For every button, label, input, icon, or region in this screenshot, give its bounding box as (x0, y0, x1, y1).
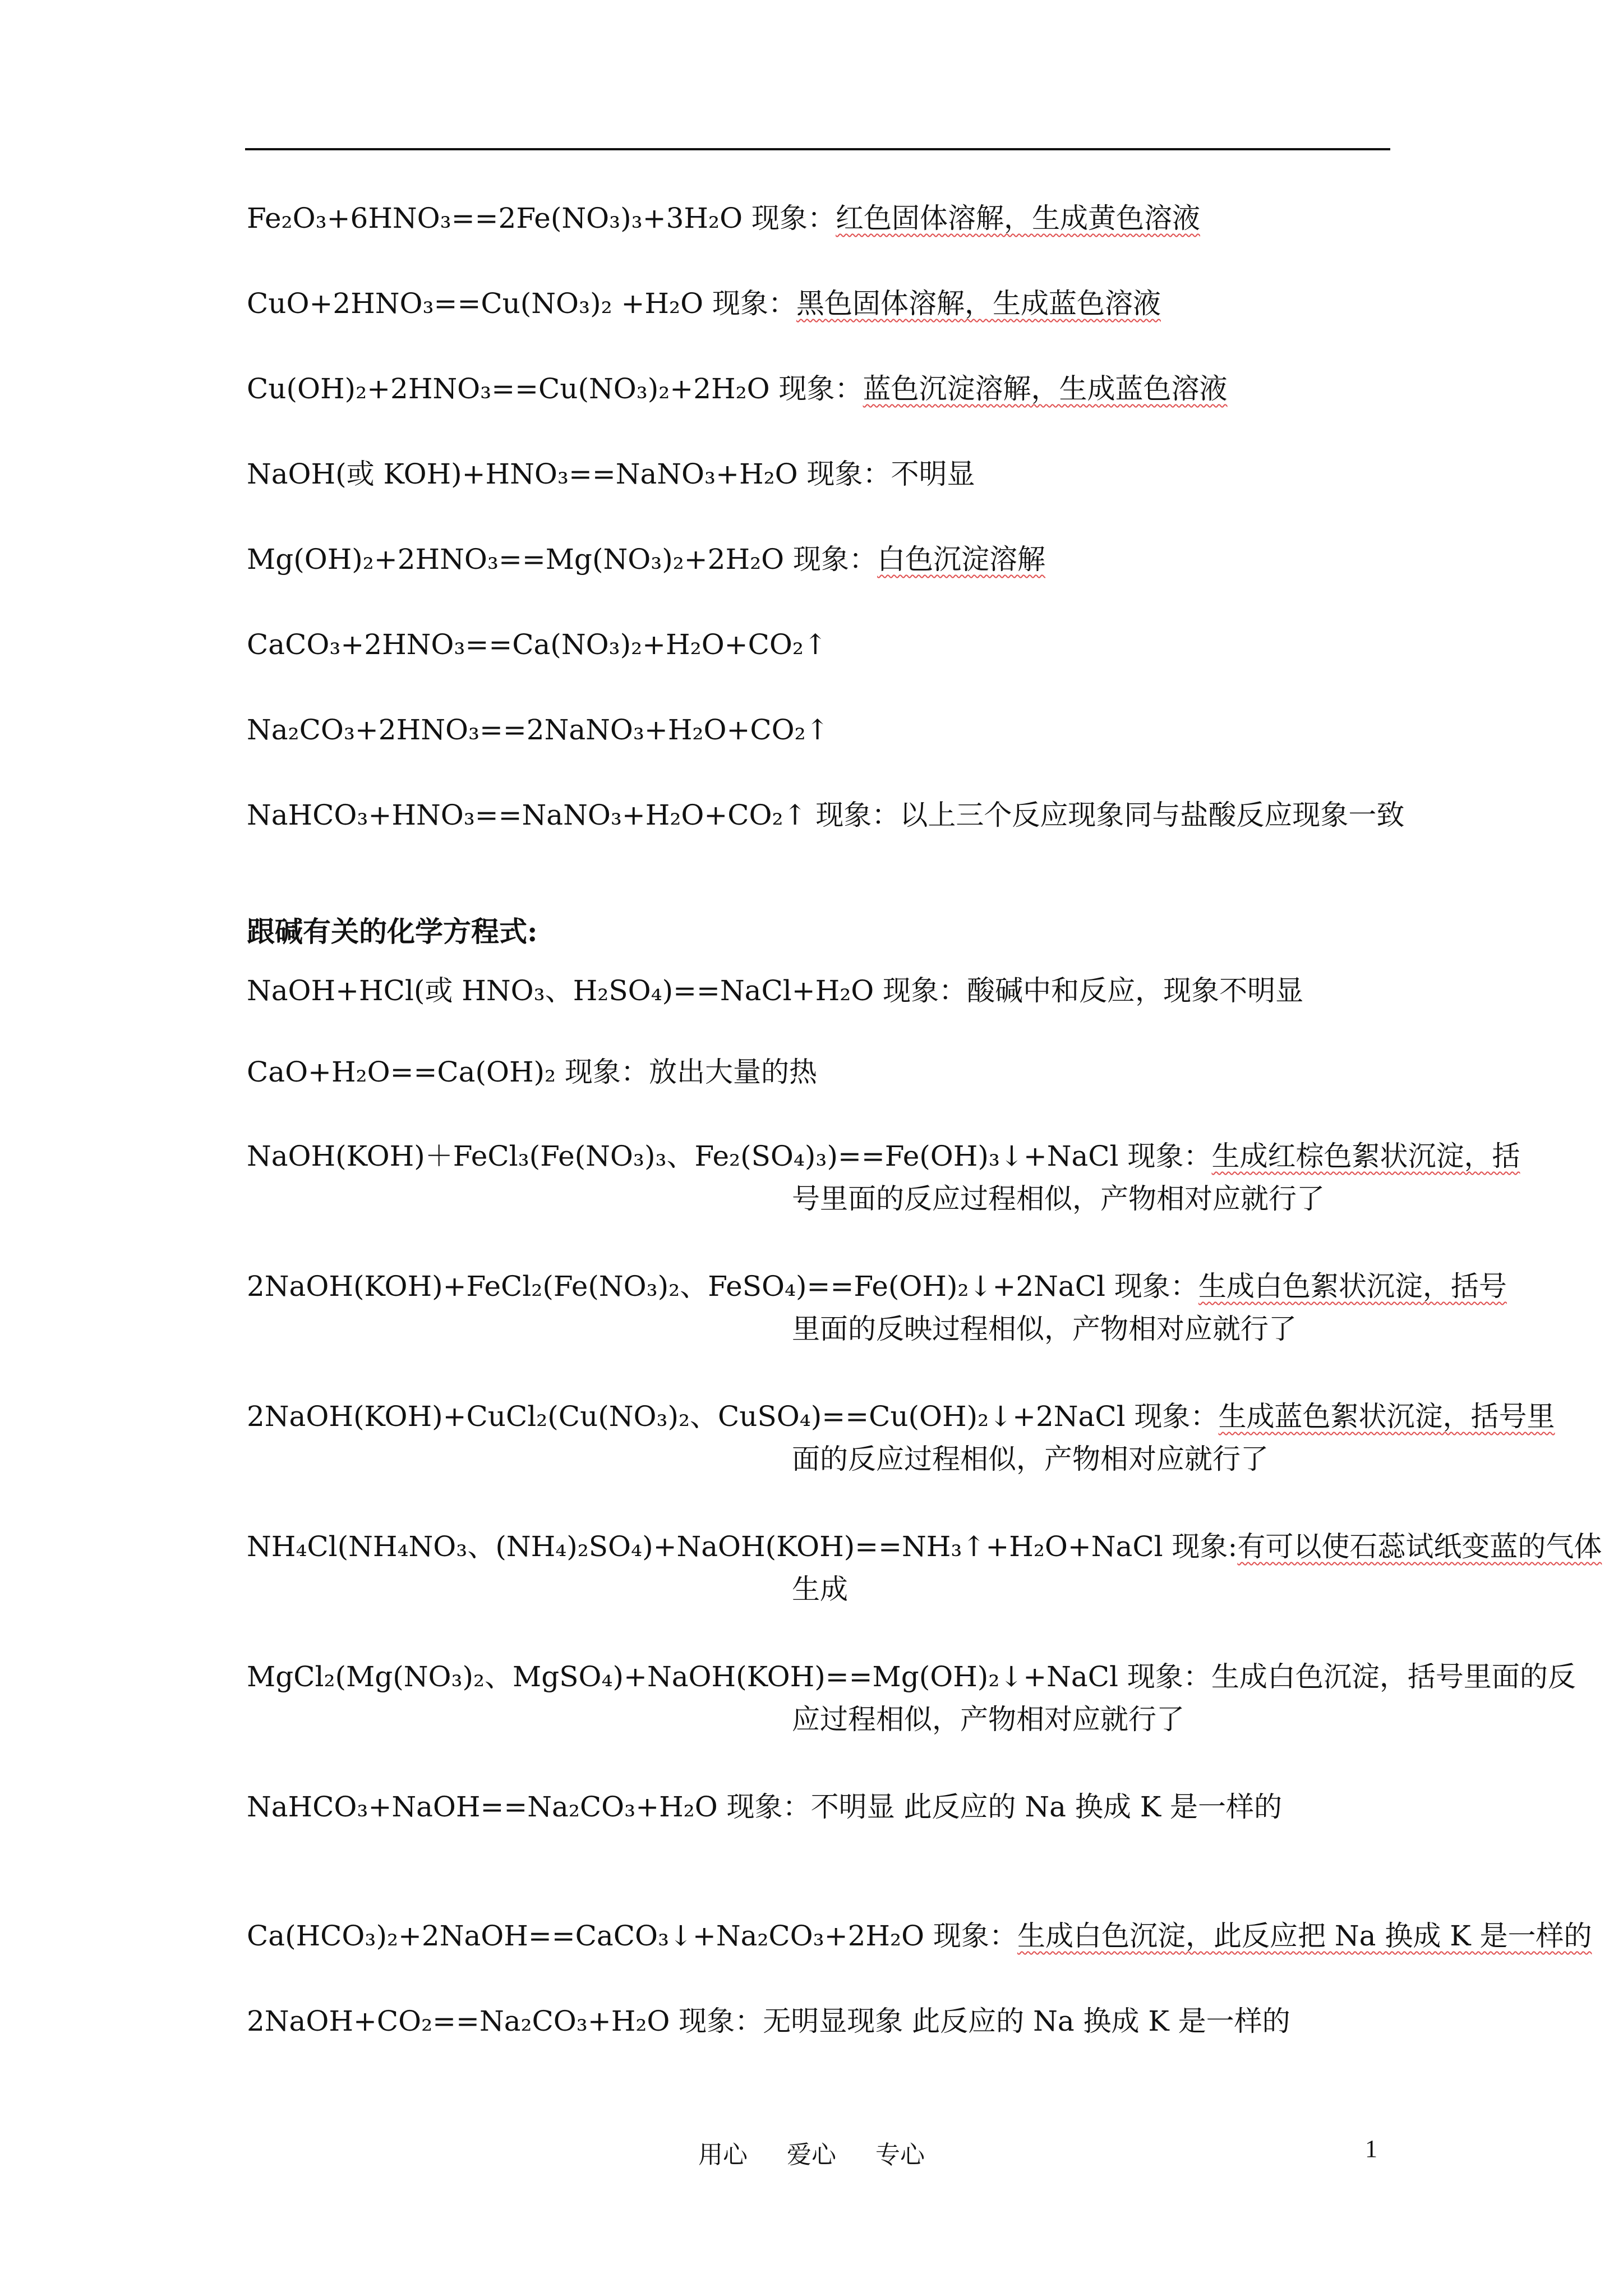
phenomenon-text: 黑色固体溶解，生成蓝色溶液 (796, 287, 1161, 320)
equation-line (247, 2004, 1290, 2039)
equation: NaOH(KOH)＋FeCl₃(Fe(NO₃)₃、Fe₂(SO₄)₃)==Fe(OH)₃↓+NaCl (247, 1140, 1119, 1172)
phenomenon-label: 现象： (806, 799, 900, 831)
equation-line (247, 1918, 1592, 1953)
equation-line (247, 1055, 817, 1089)
equation: NaHCO₃+HNO₃==NaNO₃+H₂O+CO₂↑ (247, 799, 807, 831)
phenomenon-label: 现象： (556, 1056, 649, 1088)
equation: CaO+H₂O==Ca(OH)₂ (247, 1056, 556, 1088)
equation: Cu(OH)₂+2HNO₃==Cu(NO₃)₂+2H₂O (247, 372, 770, 405)
equation-line (247, 457, 975, 491)
phenomenon-text: 以上三个反应现象同与盐酸反应现象一致 (900, 799, 1405, 831)
footer-word: 专心 (875, 2141, 925, 2169)
phenomenon-continuation: 面的反应过程相似，产物相对应就行了 (792, 1443, 1269, 1475)
phenomenon-continuation: 号里面的反应过程相似，产物相对应就行了 (792, 1182, 1325, 1215)
phenomenon-label: 现象： (924, 1920, 1017, 1952)
equation-line (247, 1139, 1520, 1174)
equation-line (247, 1269, 1507, 1304)
equation-line (247, 712, 829, 747)
equation: Ca(HCO₃)₂+2NaOH==CaCO₃↓+Na₂CO₃+2H₂O (247, 1920, 925, 1952)
phenomenon-text: 有可以使石蕊试纸变蓝的气体 (1237, 1530, 1602, 1563)
equation-line (247, 627, 827, 662)
phenomenon-label: 现象： (670, 2005, 763, 2037)
equation-line (247, 1399, 1555, 1434)
equation: Fe₂O₃+6HNO₃==2Fe(NO₃)₃+3H₂O (247, 202, 743, 234)
equation-line (247, 371, 1228, 406)
phenomenon-text: 生成白色沉淀，此反应把 Na 换成 K 是一样的 (1017, 1920, 1592, 1952)
footer-word: 爱心 (787, 2141, 836, 2169)
footer-word: 用心 (698, 2141, 748, 2169)
equation-line (247, 1529, 1602, 1564)
equation-line (247, 1659, 1576, 1694)
equation: Na₂CO₃+2HNO₃==2NaNO₃+H₂O+CO₂↑ (247, 714, 829, 746)
phenomenon-text: 酸碱中和反应，现象不明显 (967, 974, 1304, 1007)
equation: 2NaOH(KOH)+FeCl₂(Fe(NO₃)₂、FeSO₄)==Fe(OH)₂↓+2NaCl (247, 1270, 1105, 1303)
equation: MgCl₂(Mg(NO₃)₂、MgSO₄)+NaOH(KOH)==Mg(OH)₂↓+NaCl (247, 1660, 1118, 1693)
phenomenon-label: 现象： (784, 543, 878, 576)
phenomenon-label: 现象： (703, 287, 796, 320)
equation: 2NaOH(KOH)+CuCl₂(Cu(NO₃)₂、CuSO₄)==Cu(OH)₂↓+2NaCl (247, 1400, 1126, 1433)
phenomenon-label: 现象： (743, 202, 836, 234)
equation-line (247, 542, 1045, 577)
phenomenon-continuation: 里面的反映过程相似，产物相对应就行了 (792, 1313, 1297, 1345)
phenomenon-text: 无明显现象 此反应的 Na 换成 K 是一样的 (763, 2005, 1290, 2037)
phenomenon-label: 现象： (769, 372, 863, 405)
footer-motto (0, 2134, 1623, 2170)
phenomenon-text: 生成白色沉淀，括号里面的反 (1211, 1660, 1576, 1693)
equation-line (247, 973, 1303, 1008)
equation: NaHCO₃+NaOH==Na₂CO₃+H₂O (247, 1791, 718, 1823)
equation-line (247, 1789, 1282, 1824)
page-number: 1 (1365, 2135, 1377, 2162)
equation: CaCO₃+2HNO₃==Ca(NO₃)₂+H₂O+CO₂↑ (247, 628, 827, 661)
phenomenon-label: 现象： (1118, 1140, 1212, 1172)
equation-line (247, 201, 1200, 236)
phenomenon-text: 白色沉淀溶解 (877, 543, 1046, 576)
header-rule (245, 148, 1390, 150)
phenomenon-text: 蓝色沉淀溶解，生成蓝色溶液 (863, 372, 1228, 405)
equation: NaOH+HCl(或 HNO₃、H₂SO₄)==NaCl+H₂O (247, 974, 874, 1007)
equation: NaOH(或 KOH)+HNO₃==NaNO₃+H₂O (247, 458, 798, 490)
phenomenon-text: 红色固体溶解，生成黄色溶液 (835, 202, 1200, 234)
equation: NH₄Cl(NH₄NO₃、(NH₄)₂SO₄)+NaOH(KOH)==NH₃↑+H₂O+NaCl (247, 1530, 1163, 1563)
equation: Mg(OH)₂+2HNO₃==Mg(NO₃)₂+2H₂O (247, 543, 785, 576)
section-heading: 跟碱有关的化学方程式: (247, 915, 538, 948)
phenomenon-label: 现象： (874, 974, 967, 1007)
phenomenon-text: 不明显 (891, 458, 975, 490)
phenomenon-label: 现象: (1163, 1530, 1238, 1563)
phenomenon-text: 生成白色絮状沉淀，括号 (1198, 1270, 1507, 1303)
equation-line (247, 798, 1404, 832)
phenomenon-label: 现象： (1118, 1660, 1211, 1693)
equation: CuO+2HNO₃==Cu(NO₃)₂ +H₂O (247, 287, 704, 320)
phenomenon-label: 现象： (1105, 1270, 1198, 1303)
phenomenon-label: 现象： (797, 458, 891, 490)
phenomenon-continuation: 生成 (792, 1573, 848, 1605)
phenomenon-text: 放出大量的热 (649, 1056, 818, 1088)
phenomenon-text: 生成蓝色絮状沉淀，括号里 (1218, 1400, 1555, 1433)
phenomenon-label: 现象： (717, 1791, 811, 1823)
phenomenon-continuation: 应过程相似，产物相对应就行了 (792, 1703, 1184, 1736)
equation-line (247, 286, 1161, 321)
equation: 2NaOH+CO₂==Na₂CO₃+H₂O (247, 2005, 670, 2037)
phenomenon-text: 不明显 此反应的 Na 换成 K 是一样的 (810, 1791, 1283, 1823)
phenomenon-label: 现象： (1125, 1400, 1219, 1433)
phenomenon-text: 生成红棕色絮状沉淀，括 (1211, 1140, 1520, 1172)
